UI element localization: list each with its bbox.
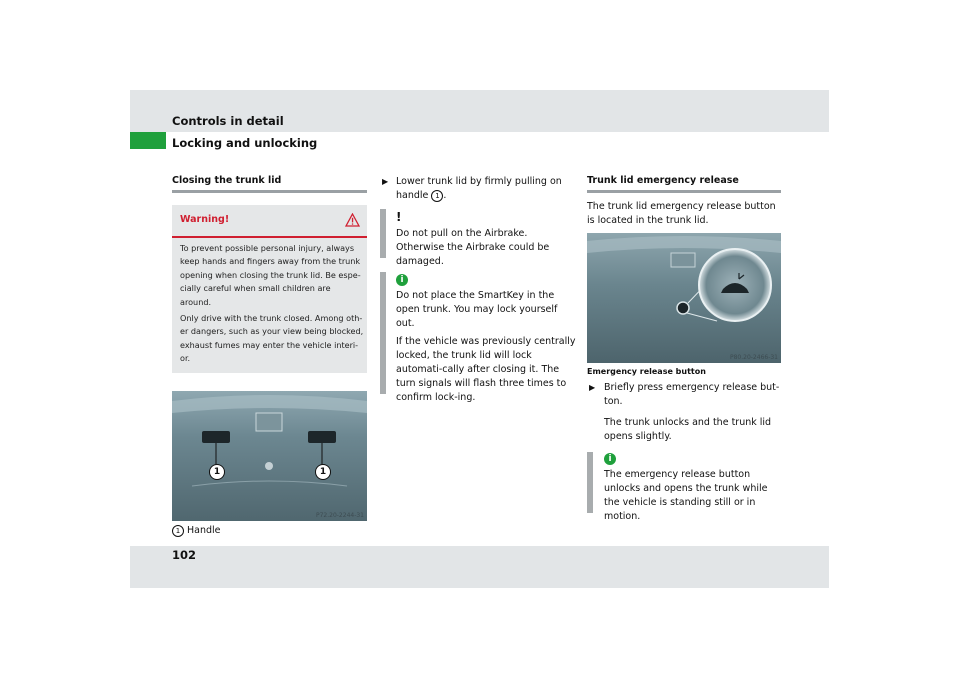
figure-caption: Emergency release button (587, 367, 706, 376)
page-number: 102 (172, 548, 197, 562)
info-bar (587, 452, 593, 513)
closing-trunk-heading: Closing the trunk lid (172, 175, 367, 193)
figure-code: P80.20-2466-31 (729, 354, 778, 361)
bullet-icon: ▶ (589, 383, 596, 392)
warning-paragraph: Only drive with the trunk closed. Among oth-er dangers, such as your view being blocked, exhaust fumes may enter the vehicle interi-or. (180, 313, 364, 364)
step-result: The trunk unlocks and the trunk lid opens slightly. (604, 417, 772, 442)
info-bar (380, 272, 386, 394)
step-end: . (443, 190, 447, 201)
caution-text: Do not pull on the Airbrake. Otherwise the Airbrake could be damaged. (396, 228, 550, 267)
callout-marker: 1 (209, 464, 225, 480)
caution-icon: ! (396, 210, 402, 224)
info-text (396, 289, 576, 405)
emergency-release-heading: Trunk lid emergency release (587, 175, 781, 193)
warning-triangle-icon (345, 213, 360, 227)
info-paragraph: If the vehicle was previously centrally locked, the trunk lid will lock automati-cally after closing it. The turn signals will flash three times to confirm lock-ing. (396, 336, 576, 403)
info-icon: i (396, 274, 408, 286)
emergency-release-photo (587, 233, 781, 363)
press-button-step: Briefly press emergency release but-ton. (604, 382, 780, 407)
section-marker (130, 132, 166, 149)
caption-text: Handle (187, 525, 221, 536)
warning-divider (172, 236, 367, 238)
info-paragraph: Do not place the SmartKey in the open trunk. You may lock yourself out. (396, 290, 558, 329)
info-icon: i (604, 453, 616, 465)
callout-marker: 1 (315, 464, 331, 480)
caption-callout: 1 (172, 525, 184, 537)
step-text: Lower trunk lid by firmly pulling on handle (396, 176, 562, 201)
trunk-handle-photo (172, 391, 367, 521)
lower-trunk-step (396, 175, 576, 203)
figure-code: P72.20-2244-31 (315, 512, 364, 519)
warning-box (172, 205, 367, 373)
warning-title: Warning! (180, 214, 230, 225)
caution-bar (380, 209, 386, 258)
warning-text (180, 242, 364, 369)
info-text: The emergency release button unlocks and opens the trunk while the vehicle is standing still or in motion. (604, 469, 768, 522)
chapter-title: Controls in detail (172, 114, 284, 128)
footer-band (130, 546, 829, 588)
emergency-release-illustration (587, 233, 781, 363)
trunk-handle-illustration (172, 391, 367, 521)
emergency-intro: The trunk lid emergency release button is located in the trunk lid. (587, 201, 776, 226)
section-title: Locking and unlocking (172, 136, 318, 150)
warning-paragraph: To prevent possible personal injury, always keep hands and fingers away from the trunk opening when closing the trunk lid. Be espe-cially careful when small children are around. (180, 243, 361, 307)
step-callout: 1 (431, 190, 443, 202)
bullet-icon: ▶ (382, 177, 389, 186)
figure-caption (172, 524, 221, 538)
